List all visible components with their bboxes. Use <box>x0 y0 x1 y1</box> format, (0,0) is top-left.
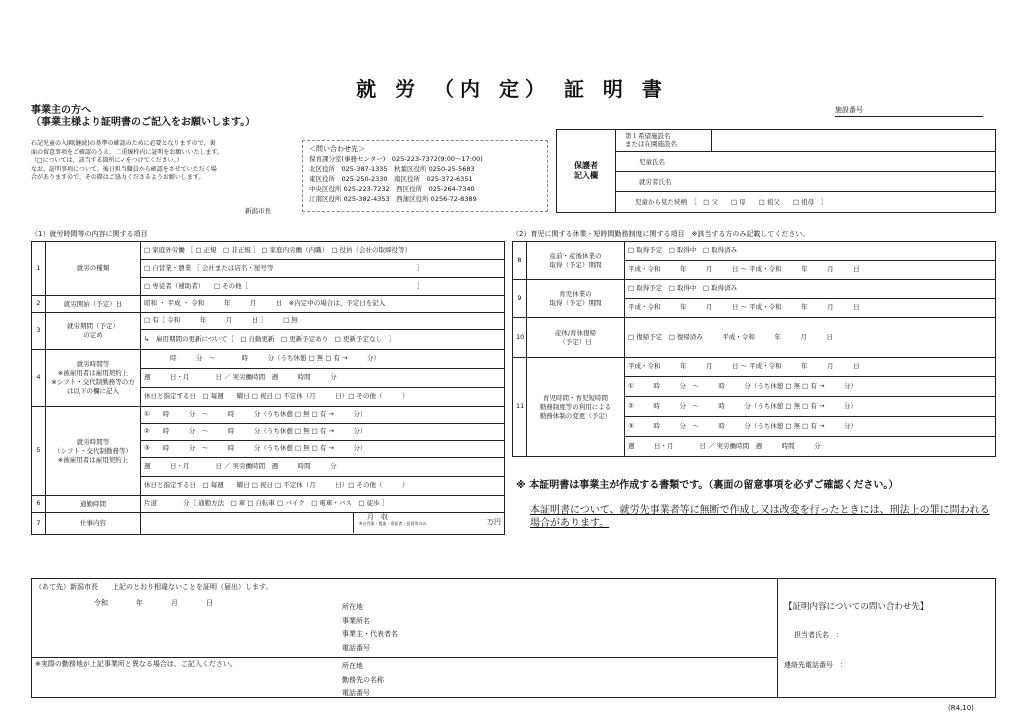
row-field[interactable]: □ 取得予定 □ 取得中 □ 取得済み <box>625 280 996 299</box>
row-field[interactable]: 週 日・月 日 ／ 実労働時間 週 時間 分 <box>141 369 505 388</box>
facility-number-label: 施設番号 <box>835 106 863 114</box>
guardian-box <box>556 129 996 213</box>
facility-number-field[interactable] <box>835 116 983 117</box>
row-field[interactable]: 平成・令和 年 月 日 ～ 平成・令和 年 月 日 <box>625 299 996 318</box>
intro-text <box>31 140 223 183</box>
contact-divider <box>777 579 778 697</box>
table-row <box>32 513 505 535</box>
guardian-row-label: 第１希望施設名 または在園施設名 <box>625 132 677 148</box>
table-row <box>32 350 505 369</box>
row-number: 5 <box>32 407 46 496</box>
contact-name[interactable]: 担当者氏名 ： <box>794 631 843 639</box>
row-number: 8 <box>513 242 527 280</box>
section2-title: （2）育児に関する休業・短時間勤務制度に関する項目 ※該当する方のみ記載してください。 <box>512 230 810 238</box>
inquiry-line: 保育課分室(事務センター) 025-223-7372(9:00～17:00) <box>309 155 483 163</box>
workplace-note: ※実際の勤務地が上記事業所と異なる場合は、ご記入ください。 <box>35 660 237 668</box>
row-number: 4 <box>32 350 46 407</box>
inquiry-lines <box>309 154 541 204</box>
row-field[interactable]: □ 復帰予定 □ 復帰済み 平成・令和 年 月 日 <box>625 318 996 358</box>
intro-line: 合がありますので、その際はご協力くださるようお願いします。 <box>31 174 205 181</box>
workplace-field[interactable]: 所在地 <box>342 662 363 670</box>
guardian-row[interactable] <box>615 130 995 152</box>
row-label: 産前・産後休業の 取得（予定）期間 <box>527 242 625 280</box>
guardian-row-label: 就労者氏名 <box>639 178 672 186</box>
row-field[interactable]: □ 取得予定 □ 取得中 □ 取得済み <box>625 242 996 261</box>
row-field[interactable]: ① 時 分 ～ 時 分（うち休憩 □ 無 □ 有 → 分） <box>625 377 996 397</box>
guardian-row[interactable] <box>615 192 995 212</box>
row-field[interactable] <box>141 513 505 535</box>
row-label: 産休/育休復帰 （予定）日 <box>527 318 625 358</box>
table-row <box>32 496 505 513</box>
row-field[interactable]: ③ 時 分 ～ 時 分（うち休憩 □ 無 □ 有 → 分） <box>625 417 996 437</box>
row-field[interactable]: 週 日・月 日 ／ 実労働時間 週 時間 分 <box>141 458 505 477</box>
yen-unit: 万円 <box>487 518 501 526</box>
row-label: 通勤時間 <box>46 496 141 513</box>
table-row <box>32 313 505 330</box>
employer-notice: ※ 本証明書は事業主が作成する書類です。（裏面の留意事項を必ずご確認ください。） <box>516 480 899 491</box>
row-label: 就労の種類 <box>46 242 141 296</box>
workplace-field[interactable]: 電話番号 <box>342 689 370 697</box>
row-field[interactable]: ② 時 分 ～ 時 分（うち休憩 □ 無 □ 有 → 分） <box>141 424 505 441</box>
row-field[interactable]: 休日と指定する日 □ 毎週 曜日 □ 祝日 □ 不定休（月 日）□ その他（ ） <box>141 388 505 407</box>
inquiry-line: 中央区役所 025-223-7232 西区役所 025-264-7340 <box>309 185 475 193</box>
work-hours-table <box>31 241 505 535</box>
inquiry-title: ＜問い合わせ先＞ <box>309 145 365 153</box>
table-row <box>32 296 505 313</box>
childcare-leave-table <box>512 241 996 457</box>
to-employer: 事業主の方へ <box>31 105 91 116</box>
row-field[interactable]: □ 有［ 令和 年 月 日 ］ □ 無 <box>141 313 505 330</box>
row-number: 11 <box>513 358 527 457</box>
intro-line: 石記児童の入園(継続)の基準の確認のために必要となりますので、裏 <box>31 140 216 147</box>
row-label: 育児休業の 取得（予定）期間 <box>527 280 625 318</box>
guardian-row[interactable] <box>615 172 995 192</box>
row-field[interactable]: □ 自営業・農業 ［ 会社または店名・屋号等 ］ <box>141 260 505 278</box>
row-field[interactable]: 週 日・月 日 ／ 実労働時間 週 時間 分 <box>625 437 996 457</box>
row-number: 6 <box>32 496 46 513</box>
monthly-income-note: ※自営業・農業・専従者・役員等のみ <box>359 521 427 526</box>
certifier-field[interactable]: 事業所名 <box>342 616 370 625</box>
row-field[interactable]: 平成・令和 年 月 日 ～ 平成・令和 年 月 日 <box>625 261 996 280</box>
table-row <box>32 242 505 260</box>
row-number: 9 <box>513 280 527 318</box>
guardian-row[interactable] <box>615 152 995 172</box>
table-row <box>32 407 505 424</box>
row-field[interactable]: 昭和 ・ 平成 ・ 令和 年 月 日 ※内定中の場合は、予定日を記入 <box>141 296 505 313</box>
inquiry-box <box>302 140 548 212</box>
inquiry-line: 北区役所 025-387-1335 秋葉区役所 0250-25-5683 <box>309 165 475 173</box>
legal-warning: 本証明書について、就労先事業者等に無断で作成し又は改変を行ったときには、刑法上の罪に問われる場合があります。 <box>530 505 990 529</box>
guardian-row-divider <box>711 130 712 152</box>
inquiry-line: 江南区役所 025-382-4353 西蒲区役所 0256-72-8389 <box>309 195 477 203</box>
row-field[interactable]: ③ 時 分 ～ 時 分（うち休憩 □ 無 □ 有 → 分） <box>141 441 505 458</box>
row-field[interactable]: ② 時 分 ～ 時 分（うち休憩 □ 無 □ 有 → 分） <box>625 397 996 417</box>
row-label: 就労開始（予定）日 <box>46 296 141 313</box>
row-label: 仕事内容 <box>46 513 141 535</box>
row-number: 7 <box>32 513 46 535</box>
row-field[interactable]: ① 時 分 ～ 時 分（うち休憩 □ 無 □ 有 → 分） <box>141 407 505 424</box>
intro-line: なお、証明事項について、後日担当職員から確認をさせていただく場 <box>31 165 217 173</box>
row-field[interactable]: 平成・令和 年 月 日 ～ 平成・令和 年 月 日 <box>625 358 996 377</box>
guardian-label: 保護者記入欄 <box>557 130 616 212</box>
table-row <box>513 318 996 358</box>
row-field[interactable]: 休日と指定する日 □ 毎週 曜日 □ 祝日 □ 不定休（月 日）□ その他（ ） <box>141 477 505 496</box>
row-field[interactable]: 片道 分［ 通勤方法 □ 車 □ 自転車 □ バイク □ 電車・バス □ 徒歩 ］ <box>141 496 505 513</box>
version-label: (R4,10) <box>948 704 974 712</box>
contact-phone[interactable]: 連絡先電話番号 ： <box>784 661 847 669</box>
row-number: 2 <box>32 296 46 313</box>
row-label: 就労時間等 ※被雇用者は雇用契約上 ※シフト・交代制勤務等の方 は以下の欄に記入 <box>46 350 141 407</box>
guardian-row-label: 児童から見た続柄 ［ □ 父 □ 母 □ 祖父 □ 祖母 ］ <box>635 198 828 206</box>
contact-title: 【証明内容についての問い合わせ先】 <box>784 602 929 612</box>
to-employer-sub: （事業主様より証明書のご記入をお願いします。） <box>31 117 256 128</box>
monthly-income-label: 月 収 <box>367 513 388 521</box>
city-head: 新潟市長 <box>245 207 271 215</box>
certification-statement: （あて先）新潟市長 上記のとおり相違ないことを証明（届出）します。 <box>35 583 273 591</box>
table-row <box>513 242 996 261</box>
workplace-field[interactable]: 勤務先の名称 <box>342 675 384 684</box>
table-row <box>513 280 996 299</box>
row-label: 育児時間・育児短時間 勤務制度等の利用による 勤務体制の変更（予定） <box>527 358 625 457</box>
row-field[interactable]: □ 専従者（補助者） □ その他［ ］ <box>141 278 505 296</box>
row-label: 就労時間等 （シフト・交代制勤務等） ※被雇用者は雇用契約上 <box>46 407 141 496</box>
intro-line: （□については、該当する箇所に✓をつけてください。） <box>31 157 183 164</box>
row-field[interactable]: □ 家庭外労働 ［ □ 正規 □ 非正規 ］ □ 家庭内労働（内職） □ 役員（会社の取締役等） <box>141 242 505 260</box>
page-title: 就 労 （内 定） 証 明 書 <box>356 77 668 101</box>
certifier-field[interactable]: 所在地 <box>342 603 363 611</box>
row-field[interactable]: ↳ 雇用期間の更新について［ □ 自動更新 □ 更新予定あり □ 更新予定なし ］ <box>141 330 505 350</box>
divider <box>32 657 777 658</box>
table-row <box>513 358 996 377</box>
inquiry-line: 東区役所 025-250-2330 南区役所 025-372-6351 <box>309 175 473 183</box>
guardian-row-label: 児童氏名 <box>639 158 665 166</box>
income-divider <box>353 513 354 534</box>
row-number: 10 <box>513 318 527 358</box>
row-number: 3 <box>32 313 46 350</box>
certification-box <box>31 578 996 698</box>
row-number: 1 <box>32 242 46 296</box>
certifier-field[interactable]: 事業主・代表者名 <box>342 630 398 638</box>
certifier-field[interactable]: 電話番号 <box>342 643 370 652</box>
certification-date[interactable]: 令和 年 月 日 <box>94 599 213 607</box>
section1-title: （1）就労時間等の内容に関する項目 <box>31 230 148 238</box>
intro-line: 面の留意事項をご確認のうえ、二重線枠内に証明をお願いいたします。 <box>31 148 223 156</box>
row-label: 就労期間（予定） の定め <box>46 313 141 350</box>
row-field[interactable]: 時 分 ～ 時 分（うち休憩 □ 無 □ 有 → 分） <box>141 350 505 369</box>
